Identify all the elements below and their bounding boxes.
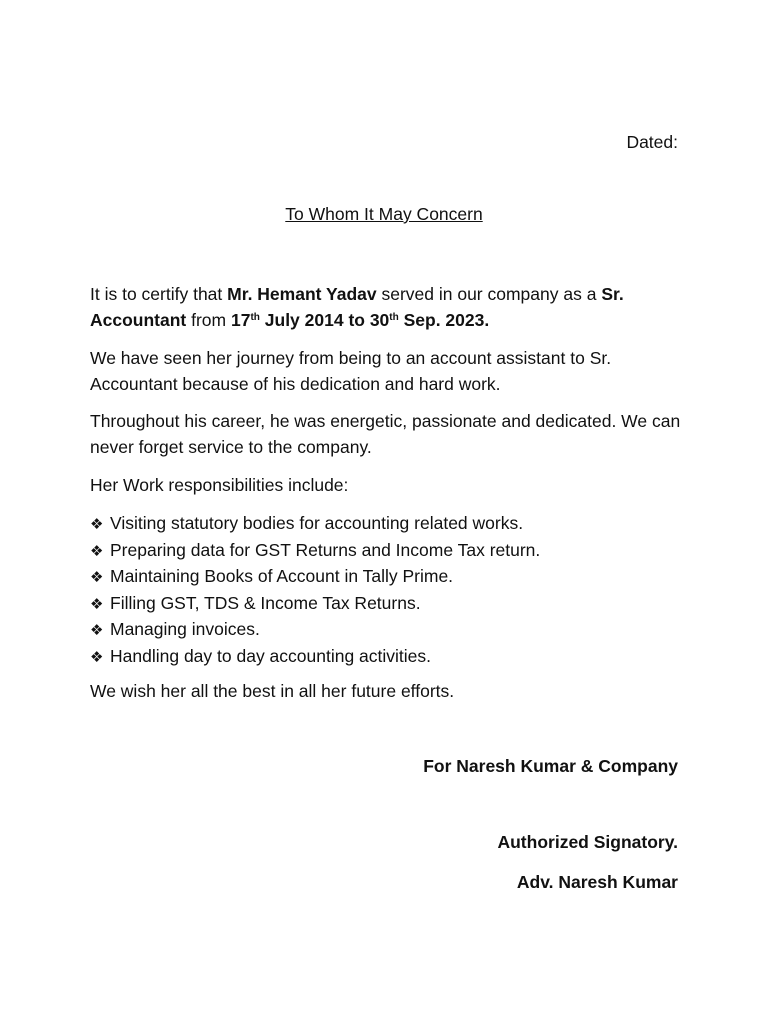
dated-label: Dated: bbox=[626, 132, 678, 152]
company-signoff: For Naresh Kumar & Company bbox=[423, 756, 678, 776]
list-item bbox=[90, 564, 690, 591]
intro-text: It is to certify that bbox=[90, 284, 228, 304]
letter-heading: To Whom It May Concern bbox=[285, 204, 483, 224]
end-month-year: Sep. 2023. bbox=[398, 310, 490, 330]
list-item-text: Visiting statutory bodies for accounting related works. bbox=[110, 513, 524, 533]
list-item-text: Preparing data for GST Returns and Income Tax return. bbox=[110, 539, 541, 560]
responsibilities-intro: Her Work responsibilities include: bbox=[90, 475, 349, 495]
closing-paragraph: We wish her all the best in all her future efforts. bbox=[90, 681, 455, 701]
end-day: 30 bbox=[369, 310, 390, 330]
employee-role: Sr. Accountant bbox=[90, 284, 624, 330]
start-month-year: July 2014 to bbox=[259, 310, 370, 330]
signatory-name: Adv. Naresh Kumar bbox=[516, 872, 678, 892]
list-item bbox=[90, 644, 690, 671]
four-diamond-bullet-icon: ❖ bbox=[90, 542, 104, 560]
served-text: served in our company as a bbox=[376, 284, 602, 304]
four-diamond-bullet-icon: ❖ bbox=[90, 648, 104, 666]
list-item-text: Filling GST, TDS & Income Tax Returns. bbox=[110, 592, 421, 613]
signatory-title: Authorized Signatory. bbox=[497, 832, 678, 852]
employee-name: Mr. Hemant Yadav bbox=[227, 284, 377, 304]
list-item bbox=[90, 538, 690, 565]
four-diamond-bullet-icon: ❖ bbox=[90, 595, 104, 613]
journey-paragraph: We have seen her journey from being to an account assistant to Sr. Accountant because of his dedication and hard work. bbox=[90, 348, 612, 394]
list-item bbox=[90, 617, 690, 644]
start-day-suffix: th bbox=[250, 312, 260, 323]
list-item-text: Handling day to day accounting activities. bbox=[110, 645, 432, 666]
four-diamond-bullet-icon: ❖ bbox=[90, 622, 104, 640]
certification-paragraph bbox=[90, 281, 690, 333]
list-item bbox=[90, 591, 690, 618]
four-diamond-bullet-icon: ❖ bbox=[90, 516, 104, 533]
employment-period bbox=[231, 310, 489, 330]
four-diamond-bullet-icon: ❖ bbox=[90, 569, 104, 587]
list-item-text: Maintaining Books of Account in Tally Prime. bbox=[110, 566, 454, 587]
from-text: from bbox=[186, 310, 231, 330]
list-item-text: Managing invoices. bbox=[110, 619, 260, 640]
end-day-suffix: th bbox=[389, 312, 399, 323]
start-day: 17 bbox=[230, 310, 251, 330]
responsibilities-list bbox=[90, 511, 690, 671]
list-item bbox=[90, 511, 690, 538]
career-paragraph: Throughout his career, he was energetic, passionate and dedicated. We can never forget service to the company. bbox=[90, 411, 681, 457]
